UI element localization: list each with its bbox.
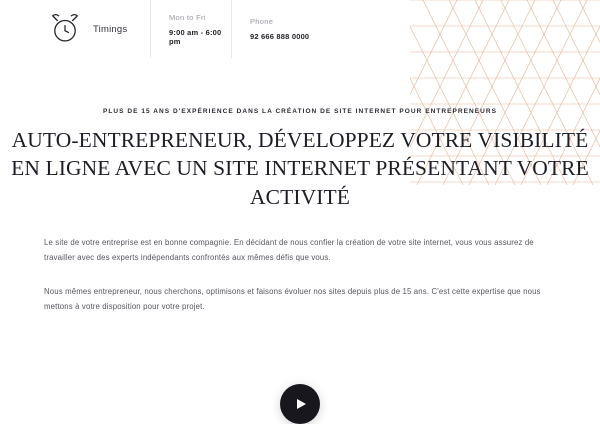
top-info-bar — [0, 0, 600, 58]
alarm-clock-icon — [48, 12, 82, 46]
play-button[interactable] — [280, 384, 320, 424]
timings-label: Timings — [93, 23, 128, 35]
play-triangle-icon — [297, 399, 306, 409]
phone-value[interactable]: 92 666 888 0000 — [250, 32, 310, 41]
headline-line-2: EN LIGNE AVEC UN SITE INTERNET PRÉSENTANT VOTRE ACTIVITÉ — [11, 156, 589, 209]
hero-eyebrow: PLUS DE 15 ANS D'EXPÉRIENCE DANS LA CRÉATION DE SITE INTERNET POUR ENTREPRENEURS — [102, 108, 498, 115]
page-title — [0, 126, 600, 211]
video-play-area — [0, 384, 600, 424]
opening-days-value: 9:00 am - 6:00 pm — [169, 27, 222, 46]
phone-block — [232, 17, 309, 41]
timings-block — [0, 12, 150, 46]
phone-key: Phone — [250, 17, 274, 26]
opening-days-key: Mon to Fri — [169, 12, 206, 22]
hero-paragraph-1: Le site de votre entreprise est en bonne compagnie. En décidant de nous confier la création de votre site internet, vous vous assurez de travailler avec des experts indépendants confrontés aux mêmes défis que vous. — [44, 238, 534, 263]
hero-section — [0, 108, 600, 332]
hero-paragraph-2: Nous mêmes entrepreneur, nous cherchons, optimisons et faisons évoluer nos sites depuis plus de 15 ans. C'est cette expertise que nous mettons à votre disposition pour votre projet. — [44, 286, 541, 311]
opening-days-block — [151, 13, 231, 46]
hero-body — [0, 235, 600, 314]
headline-line-1: AUTO-ENTREPRENEUR, DÉVELOPPEZ VOTRE VISIBILITÉ — [11, 128, 589, 152]
